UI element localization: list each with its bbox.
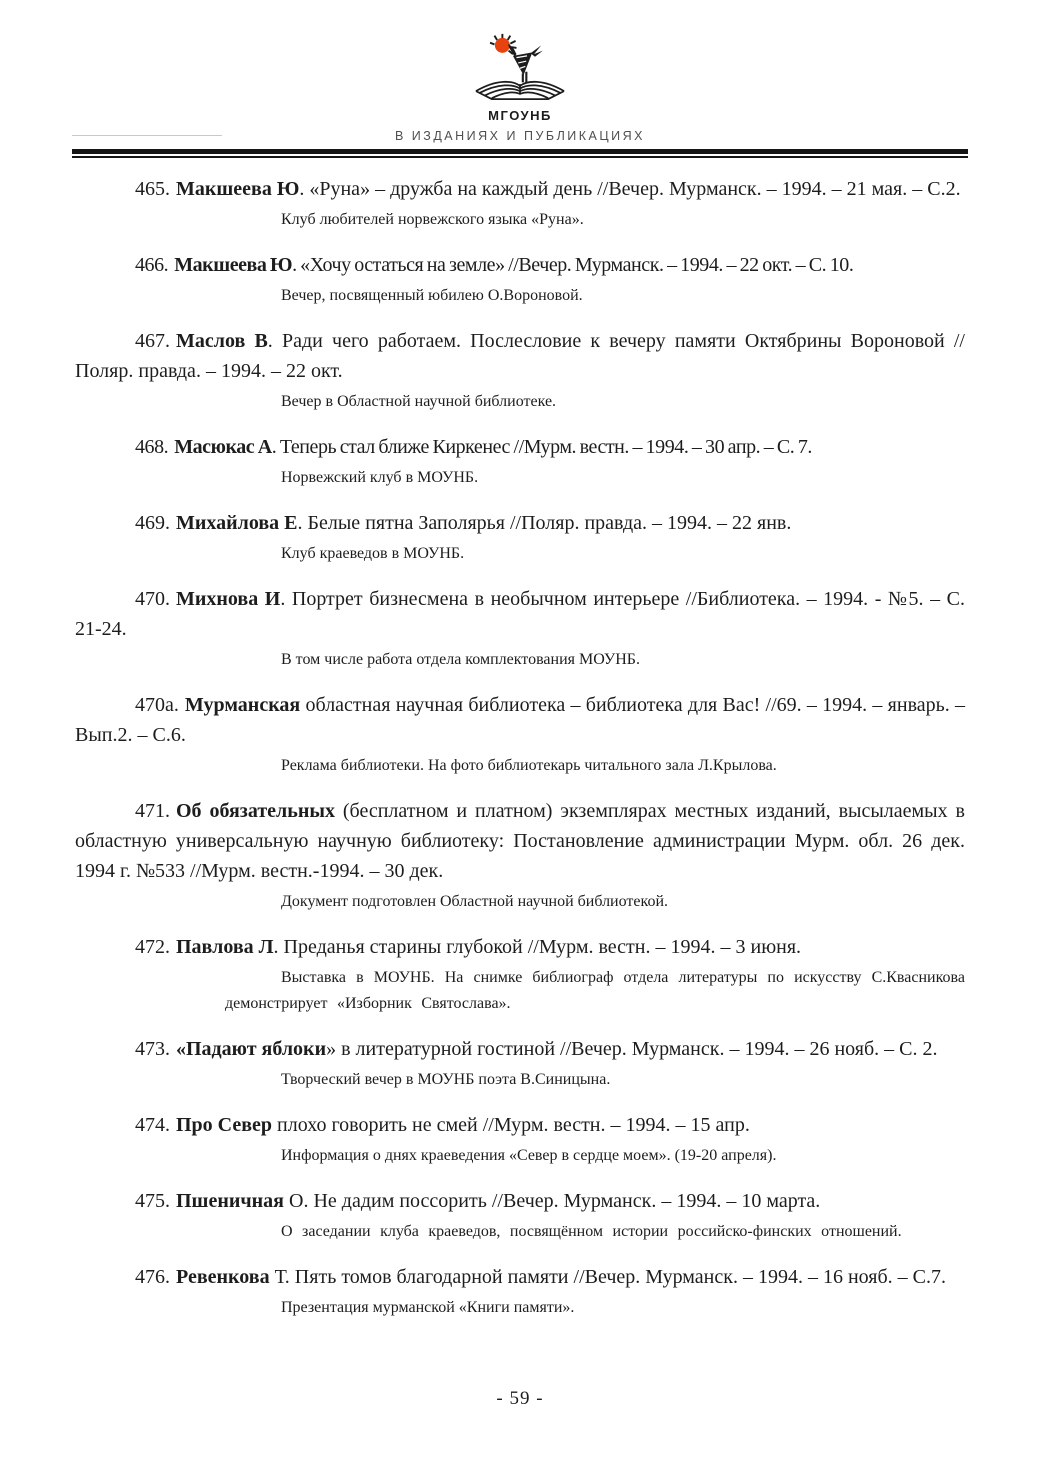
entry-paragraph (75, 508, 965, 538)
entry-number: 472. (135, 936, 170, 958)
entry-note: Реклама библиотеки. На фото библиотекарь читального зала Л.Крылова. (281, 757, 777, 774)
entry-text: . Белые пятна Заполярья //Поляр. правда. – 1994. – 22 янв. (297, 512, 792, 534)
entry-number: 469. (135, 512, 170, 534)
entry-text: (бесплатном и платном) экземплярах местных изданий, высылаемых в областную универсальную научную библиотеку: Постановление администрации Мурм. обл. 26 дек. 1994 г. №533 //Мурм. вестн.-1994. – 30 дек. (75, 800, 965, 882)
entry-author: «Падают яблоки (176, 1038, 327, 1060)
bibliography-entry (75, 1034, 965, 1093)
entry-note: Клуб любителей норвежского языка «Руна». (281, 211, 584, 228)
entry-number: 467. (135, 330, 170, 352)
entry-paragraph (75, 1262, 965, 1292)
entry-text: областная научная библиотека – библиотека для Вас! //69. – 1994. – январь. – Вып.2. – С.6. (75, 694, 965, 746)
entry-note: О заседании клуба краеведов, посвящённом истории российско-финских отношений. (281, 1223, 902, 1240)
bibliography-entry (75, 796, 965, 915)
entry-note: Творческий вечер в МОУНБ поэта В.Синицына. (281, 1071, 611, 1088)
entry-paragraph (75, 932, 965, 962)
entry-text: . Теперь стал ближе Киркенес //Мурм. вестн. – 1994. – 30 апр. – С. 7. (271, 436, 812, 458)
bibliography-entry (75, 1186, 965, 1245)
entry-number: 475. (135, 1190, 170, 1212)
entry-number: 465. (135, 178, 170, 200)
entry-text: » в литературной гостиной //Вечер. Мурманск. – 1994. – 26 нояб. – С. 2. (326, 1038, 938, 1060)
entry-text: . Ради чего работаем. Послесловие к вечеру памяти Октябрины Вороновой //Поляр. правда. – 1994. – 22 окт. (75, 330, 965, 382)
entry-text: О. Не дадим поссорить //Вечер. Мурманск. – 1994. – 10 марта. (284, 1190, 821, 1212)
entry-author: Мурманская (184, 694, 301, 716)
entry-author: Об обязательных (176, 800, 335, 822)
entry-author: Михайлова Е (176, 512, 298, 534)
entry-author: Пшеничная (176, 1190, 284, 1212)
entry-note: Презентация мурманской «Книги памяти». (281, 1299, 575, 1316)
entry-text: . Преданья старины глубокой //Мурм. вестн. – 1994. – 3 июня. (273, 936, 802, 958)
header-divider (72, 149, 968, 158)
entry-number: 470а. (135, 694, 179, 716)
entry-text: . «Руна» – дружба на каждый день //Вечер. Мурманск. – 1994. – 21 мая. – С.2. (299, 178, 961, 200)
bibliography-entry (75, 250, 965, 309)
entry-author: Макшеева Ю (176, 178, 300, 200)
page-number: - 59 - (496, 1388, 544, 1409)
library-logo-icon (466, 33, 574, 107)
bibliography-entry (75, 932, 965, 1017)
library-logo (0, 33, 1040, 107)
bibliography-entry (75, 432, 965, 491)
bibliography-entry (75, 584, 965, 673)
entry-paragraph (75, 1186, 965, 1216)
entry-paragraph (75, 1034, 965, 1064)
entry-author: Павлова Л (176, 936, 274, 958)
entry-paragraph (75, 432, 965, 462)
entry-author: Макшеева Ю (174, 254, 293, 276)
entry-number: 470. (135, 588, 170, 610)
page-header (0, 0, 1040, 158)
bibliography-list (75, 174, 965, 1321)
entry-text: . «Хочу остаться на земле» //Вечер. Мурманск. – 1994. – 22 окт. – С. 10. (292, 254, 854, 276)
entry-note: Клуб краеведов в МОУНБ. (281, 545, 465, 562)
entry-note: Вечер, посвященный юбилею О.Вороновой. (281, 287, 583, 304)
entry-author: Ревенкова (176, 1266, 270, 1288)
entry-number: 476. (135, 1266, 170, 1288)
bibliography-entry (75, 1262, 965, 1321)
entry-note: Вечер в Областной научной библиотеке. (281, 393, 557, 410)
page-tagline: В ИЗДАНИЯХ И ПУБЛИКАЦИЯХ (385, 129, 655, 143)
entry-note: Документ подготовлен Областной научной библиотекой. (281, 893, 669, 910)
entry-note: Выставка в МОУНБ. На снимке библиограф отдела литературы по искусству С.Квасникова демонстрирует «Изборник Святослава». (225, 969, 965, 1012)
entry-paragraph (75, 250, 965, 280)
entry-author: Михнова И (176, 588, 281, 610)
entry-paragraph (75, 796, 965, 886)
entry-author: Про Север (176, 1114, 273, 1136)
entry-paragraph (75, 690, 965, 750)
bibliography-entry (75, 690, 965, 779)
entry-number: 471. (135, 800, 170, 822)
bibliography-entry (75, 174, 965, 233)
entry-author: Маслов В (176, 330, 268, 352)
bibliography-entry (75, 326, 965, 415)
entry-text: . Портрет бизнесмена в необычном интерьере //Библиотека. – 1994. - №5. – С. 21-24. (75, 588, 965, 640)
bibliography-entry (75, 508, 965, 567)
entry-paragraph (75, 584, 965, 644)
entry-paragraph (75, 326, 965, 386)
tagline-side-line (72, 135, 222, 136)
entry-number: 466. (135, 254, 169, 276)
entry-paragraph (75, 174, 965, 204)
entry-author: Масюкас А (174, 436, 272, 458)
library-acronym: МГОУНБ (488, 108, 552, 123)
entry-text: Т. Пять томов благодарной памяти //Вечер. Мурманск. – 1994. – 16 нояб. – С.7. (269, 1266, 946, 1288)
entry-note: В том числе работа отдела комплектования МОУНБ. (281, 651, 640, 668)
entry-text: плохо говорить не смей //Мурм. вестн. – 1994. – 15 апр. (272, 1114, 750, 1136)
entry-number: 468. (135, 436, 169, 458)
tagline-row (0, 127, 1040, 142)
entry-paragraph (75, 1110, 965, 1140)
entry-note: Информация о днях краеведения «Север в сердце моем». (19-20 апреля). (281, 1147, 777, 1164)
entry-note: Норвежский клуб в МОУНБ. (281, 469, 479, 486)
entry-number: 473. (135, 1038, 170, 1060)
bibliography-entry (75, 1110, 965, 1169)
entry-number: 474. (135, 1114, 170, 1136)
